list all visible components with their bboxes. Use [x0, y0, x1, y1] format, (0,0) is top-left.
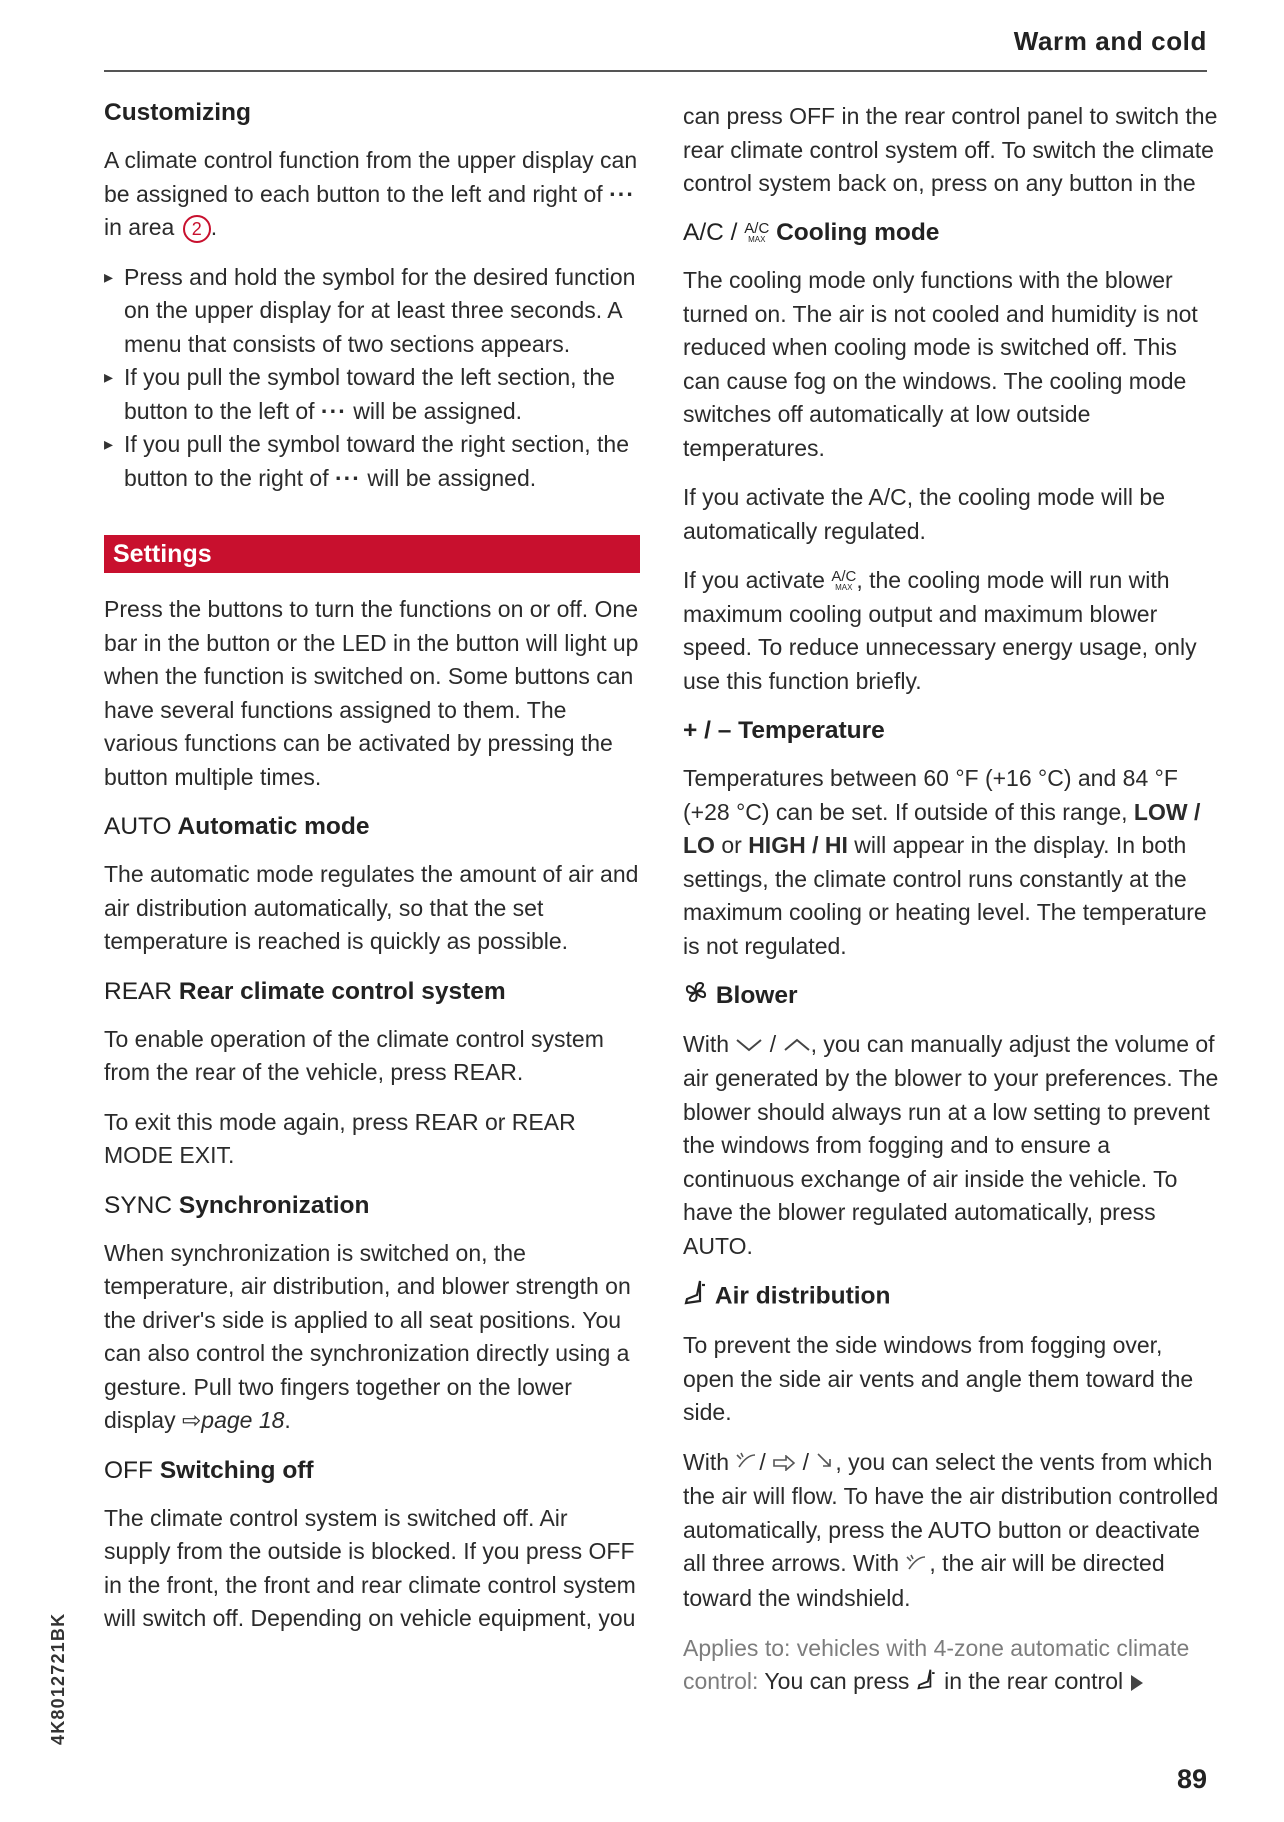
air-sep-1: /	[759, 1448, 766, 1475]
chevron-up-icon	[783, 1029, 811, 1063]
low-label: LOW / LO	[683, 798, 1201, 858]
air-distribution-text-1: To prevent the side windows from fogging over, open the side air vents and angle them toward the side.	[683, 1332, 1194, 1426]
applies-text-a: You can press	[764, 1668, 910, 1695]
document-code: 4K8012721BK	[48, 1612, 68, 1745]
running-header-title: Warm and cold	[1013, 26, 1207, 56]
blower-slash: /	[769, 1030, 777, 1057]
ac-max-icon-top: A/C	[831, 568, 857, 586]
ac-heading	[683, 216, 1219, 250]
air-sep-2: /	[802, 1448, 809, 1475]
list-item	[104, 261, 640, 362]
customizing-intro-a: A climate control function from the upper display can be assigned to each button to the left and right of	[104, 147, 638, 207]
ac-text-3b: , the cooling mode will run with maximum cooling output and maximum blower speed. To reduce unnecessary energy usage, only use this function briefly.	[683, 567, 1197, 694]
blower-title: Blower	[715, 982, 798, 1009]
air-distribution-heading	[683, 1279, 1219, 1315]
ac-max-icon-bottom: MAX	[748, 235, 766, 245]
blower-text	[683, 1028, 1219, 1264]
ac-title: Cooling mode	[776, 219, 940, 246]
step-text-a: If you pull the symbol toward the right section, the button to the right of	[124, 431, 629, 491]
list-item	[104, 428, 640, 495]
auto-text: The automatic mode regulates the amount of air and air distribution automatically, so that the set temperature is reached is quickly as possible.	[104, 861, 639, 954]
temperature-key: + / –	[683, 717, 732, 744]
ellipsis-icon: ···	[609, 180, 636, 207]
continue-arrow-icon	[1131, 1675, 1143, 1691]
ac-text-3	[683, 564, 1219, 698]
applies-label: Applies to: vehicles with 4-zone automatic climate control:	[683, 1634, 1190, 1695]
page-number: 89	[1176, 1764, 1207, 1794]
temperature-heading	[683, 714, 1219, 748]
sync-heading	[104, 1189, 640, 1223]
ac-text-1: The cooling mode only functions with the blower turned on. The air is not cooled and humidity is not reduced when cooling mode is switched off. This can cause fog on the windows. The cooling mode switches off automatically at low outside temperatures.	[683, 267, 1198, 461]
rear-key: REAR	[104, 977, 173, 1005]
ac-key: A/C /	[683, 219, 738, 246]
rear-title: Rear climate control system	[178, 977, 506, 1005]
list-item	[104, 361, 640, 428]
right-column	[683, 100, 1219, 1716]
step-text-a: If you pull the symbol toward the left section, the button to the left of	[124, 364, 615, 424]
air-text-2c: , the air will be directed toward the windshield.	[683, 1550, 1165, 1612]
off-key: OFF	[104, 1456, 153, 1484]
footwell-vent-icon	[815, 1447, 835, 1481]
temperature-text-a: Temperatures between 60 °F (+16 °C) and 84 °F (+28 °C) can be set. If outside of this range,	[683, 765, 1178, 825]
off-heading	[104, 1454, 640, 1488]
customizing-steps	[104, 261, 640, 496]
ac-max-icon	[831, 568, 857, 593]
ac-max-icon-bottom: MAX	[835, 583, 853, 593]
sync-key: SYNC	[104, 1191, 173, 1219]
high-label: HIGH / HI	[748, 832, 848, 858]
ac-text-3a: If you activate	[683, 567, 825, 593]
rear-heading	[104, 975, 640, 1009]
ellipsis-icon: ···	[334, 464, 361, 491]
air-text-2a: With	[683, 1448, 729, 1475]
seat-airflow-icon	[683, 1279, 709, 1315]
applies-text-b: in the rear control	[944, 1668, 1124, 1695]
step-text-b: will be assigned.	[367, 464, 537, 491]
ac-max-icon-top: A/C	[744, 220, 770, 238]
blower-heading	[683, 979, 1219, 1014]
sync-title: Synchronization	[178, 1191, 370, 1219]
arrow-right-icon: ⇨	[182, 1407, 202, 1433]
customizing-intro-b: in area	[104, 214, 175, 240]
sync-ref-suffix: .	[284, 1407, 291, 1433]
settings-intro: Press the buttons to turn the functions on or off. One bar in the button or the LED in the button will light up when the function is switched on. Some buttons can have several functions assigned to them. The various functions can be activated by pressing the button multiple times.	[104, 596, 639, 790]
chevron-down-icon	[735, 1029, 763, 1063]
air-distribution-text-2	[683, 1446, 1219, 1616]
off-text-continued-inner: can press OFF in the rear control panel to switch the rear climate control system off. To switch the climate control system back on, press on any button in the	[683, 103, 1218, 196]
sync-body: When synchronization is switched on, the temperature, air distribution, and blower strength on the driver's side is applied to all seat positions. You can also control the synchronization directly using a gesture. Pull two fingers together on the lower display	[104, 1239, 631, 1433]
auto-heading	[104, 810, 640, 844]
temperature-text	[683, 762, 1219, 963]
sync-text	[104, 1237, 640, 1438]
settings-banner: Settings	[104, 535, 640, 573]
air-distribution-title: Air distribution	[714, 1282, 891, 1310]
header-rule	[104, 70, 1207, 72]
off-text: The climate control system is switched off. Air supply from the outside is blocked. If you press OFF in the front, the front and rear climate control system will switch off. Depending on vehicle equipment, you	[104, 1504, 636, 1631]
off-title: Switching off	[159, 1456, 314, 1484]
page-reference-link[interactable]: page 18	[201, 1407, 285, 1433]
auto-title: Automatic mode	[177, 813, 370, 840]
area-number-badge: 2	[183, 215, 211, 243]
step-text: Press and hold the symbol for the desired function on the upper display for at least three seconds. A menu that consists of two sections appears.	[124, 263, 636, 357]
ac-max-icon	[744, 220, 770, 245]
step-text-b: will be assigned.	[353, 397, 523, 424]
applies-note	[683, 1632, 1219, 1700]
rear-text-2: To exit this mode again, press REAR or REAR MODE EXIT.	[104, 1108, 576, 1168]
blower-text-b: , you can manually adjust the volume of air generated by the blower to your preferences. The blower should always run at a low setting to prevent the windows from fogging and to ensure a continuous exchange of air inside the vehicle. To have the blower regulated automatically, press AUTO.	[683, 1030, 1219, 1259]
temperature-or: or	[721, 832, 742, 858]
blower-text-a: With	[683, 1030, 729, 1057]
off-text-continued	[683, 100, 1219, 200]
temperature-text-b: will appear in the display. In both settings, the climate control runs constantly at the maximum cooling or heating level. The temperature is not regulated.	[683, 832, 1207, 959]
ac-text-2: If you activate the A/C, the cooling mode will be automatically regulated.	[683, 484, 1165, 544]
windshield-vent-icon	[905, 1549, 929, 1583]
customizing-heading: Customizing	[104, 99, 251, 126]
fan-icon	[683, 980, 709, 1014]
windshield-vent-icon	[735, 1447, 759, 1481]
face-vent-icon	[772, 1447, 796, 1481]
ellipsis-icon: ···	[320, 397, 347, 424]
customizing-intro: A climate control function from the upper display can be assigned to each button to the left and right of ··· in area 2 .	[104, 144, 640, 245]
seat-airflow-icon	[916, 1666, 938, 1700]
temperature-title: Temperature	[738, 717, 885, 744]
auto-key: AUTO	[104, 813, 172, 840]
rear-text-1: To enable operation of the climate control system from the rear of the vehicle, press REAR.	[104, 1025, 604, 1085]
air-text-2b: , you can select the vents from which the air will flow. To have the air distribution controlled automatically, press the AUTO button or deactivate all three arrows. With	[683, 1448, 1219, 1577]
left-column	[104, 96, 640, 1652]
